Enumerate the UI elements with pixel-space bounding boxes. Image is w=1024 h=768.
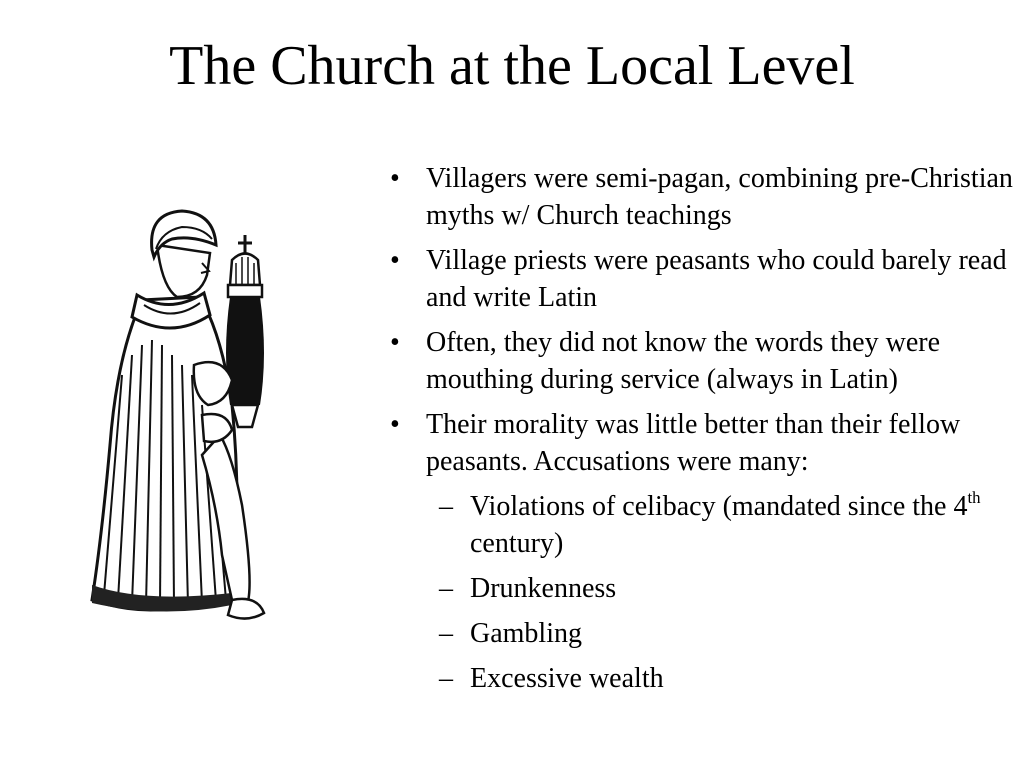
sub-bullet-text: Drunkenness	[470, 573, 617, 604]
dash-marker: –	[439, 573, 453, 604]
bullet-item	[384, 406, 1014, 697]
priest-illustration	[82, 205, 282, 635]
sub-bullet-item	[426, 660, 1014, 697]
sub-bullet-list	[426, 488, 1014, 697]
reliquary-icon	[226, 235, 264, 427]
bullet-text: Villagers were semi-pagan, combining pre-Christian myths w/ Church teachings	[426, 163, 1013, 231]
bullet-item	[384, 242, 1014, 316]
bullet-list	[384, 160, 1014, 697]
slide-title: The Church at the Local Level	[169, 35, 855, 97]
bullet-item	[384, 160, 1014, 234]
dash-marker: –	[439, 491, 453, 522]
sub-bullet-item	[426, 488, 1014, 562]
sub-bullet-text: Excessive wealth	[470, 663, 664, 694]
bullet-text: Their morality was little better than their fellow peasants. Accusations were many:	[426, 409, 961, 477]
bullet-text: Village priests were peasants who could barely read and write Latin	[426, 245, 1007, 313]
bullet-text: Often, they did not know the words they were mouthing during service (always in Latin)	[426, 327, 940, 395]
bullet-item	[384, 324, 1014, 398]
superscript: th	[967, 487, 981, 507]
sub-bullet-text-before: Violations of celibacy (mandated since the 4	[470, 491, 968, 522]
sub-bullet-item	[426, 615, 1014, 652]
sub-bullet-text-after: century)	[470, 528, 564, 559]
sub-bullet-item	[426, 570, 1014, 607]
slide-content	[384, 160, 1014, 705]
dash-marker: –	[439, 618, 453, 649]
sub-bullet-text: Gambling	[470, 618, 582, 649]
priest-icon	[82, 205, 282, 635]
dash-marker: –	[439, 663, 453, 694]
